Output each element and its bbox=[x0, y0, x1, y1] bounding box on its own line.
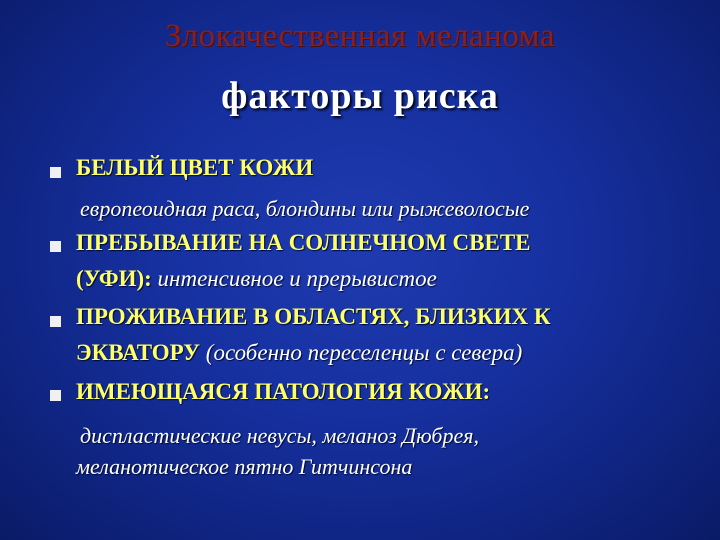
risk-factor-detail: интенсивное и прерывистое bbox=[157, 266, 437, 291]
risk-factor-heading: ПРЕБЫВАНИЕ НА СОЛНЕЧНОМ СВЕТЕ bbox=[76, 230, 531, 255]
risk-factor-heading: ПРОЖИВАНИЕ В ОБЛАСТЯХ, БЛИЗКИХ К bbox=[76, 304, 551, 329]
slide-subtitle: факторы риска bbox=[221, 75, 499, 117]
bullet-square-icon bbox=[50, 167, 61, 178]
slide-title: Злокачественная меланома bbox=[165, 18, 555, 54]
risk-factor-heading-cont: ЭКВАТОРУ (особенно переселенцы с севера) bbox=[76, 340, 523, 365]
risk-factor-heading: БЕЛЫЙ ЦВЕТ КОЖИ bbox=[76, 155, 314, 180]
bullet-square-icon bbox=[50, 316, 61, 327]
risk-factor-detail: европеоидная раса, блондины или рыжеволосые bbox=[80, 196, 530, 221]
risk-factor-heading-cont: (УФИ): интенсивное и прерывистое bbox=[76, 266, 437, 291]
bullet-square-icon bbox=[50, 241, 61, 252]
bullet-square-icon bbox=[50, 390, 61, 401]
risk-factor-detail: меланотическое пятно Гитчинсона bbox=[76, 454, 413, 479]
risk-factor-detail: (особенно переселенцы с севера) bbox=[205, 340, 523, 365]
risk-factor-detail: диспластические невусы, меланоз Дюбрея, bbox=[80, 423, 479, 448]
risk-factor-heading: ИМЕЮЩАЯСЯ ПАТОЛОГИЯ КОЖИ: bbox=[76, 379, 491, 404]
